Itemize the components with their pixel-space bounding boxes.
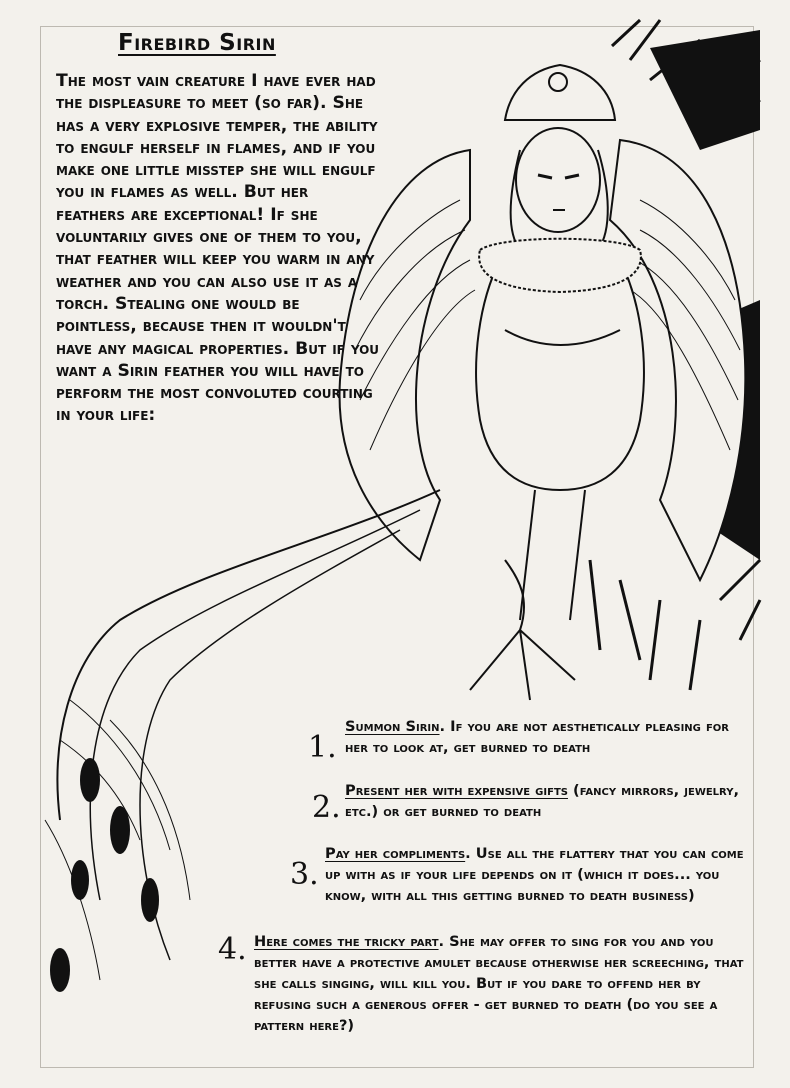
leg bbox=[520, 490, 585, 620]
step-text bbox=[345, 780, 750, 822]
page-title: Firebird Sirin bbox=[118, 30, 276, 56]
body bbox=[476, 260, 644, 490]
step-number: 3. bbox=[290, 857, 319, 892]
step-text bbox=[345, 716, 750, 758]
step-body: . She may offer to sing for you and you better have a protective amulet because otherwise her screeching, that she calls singing, will kill you. But if you dare to offend her by refusing such a generous offer - get burned to death (do you see a pattern here?) bbox=[254, 933, 744, 1034]
step-heading: Summon Sirin bbox=[345, 718, 440, 735]
step-body: . Use all the flattery that you can come up with as if your life depends on it (which it does... you know, with all this getting burned to death business) bbox=[325, 845, 744, 904]
step-number: 2. bbox=[312, 790, 341, 825]
step-body: . If you are not aesthetically pleasing for her to look at, get burned to death bbox=[345, 718, 729, 756]
step-text bbox=[325, 843, 750, 906]
step-text bbox=[254, 931, 754, 1036]
face bbox=[516, 128, 600, 232]
intro-paragraph: The most vain creature I have ever had the displeasure to meet (so far). She has a very explosive temper, the ability to engulf herself in flames, and if you make one little misstep she will engulf you in flames as well. But her feathers are exceptional! If she voluntarily gives one of them to you, that feather will keep you warm in any weather and you can also use it as a torch. Stealing one would be pointless, because then it wouldn't have any magical properties. But if you want a Sirin feather you will have to perform the most convoluted courting in your life: bbox=[56, 71, 380, 426]
step-body: (fancy mirrors, jewelry, etc.) or get burned to death bbox=[345, 782, 739, 820]
tail-eyespots bbox=[50, 758, 159, 992]
step-heading: Here comes the tricky part bbox=[254, 933, 439, 950]
step-heading: Present her with expensive gifts bbox=[345, 782, 568, 799]
step-number: 4. bbox=[218, 932, 247, 967]
step-number: 1. bbox=[308, 730, 337, 765]
step-heading: Pay her compliments bbox=[325, 845, 466, 862]
burst-shadow-top bbox=[650, 30, 760, 150]
